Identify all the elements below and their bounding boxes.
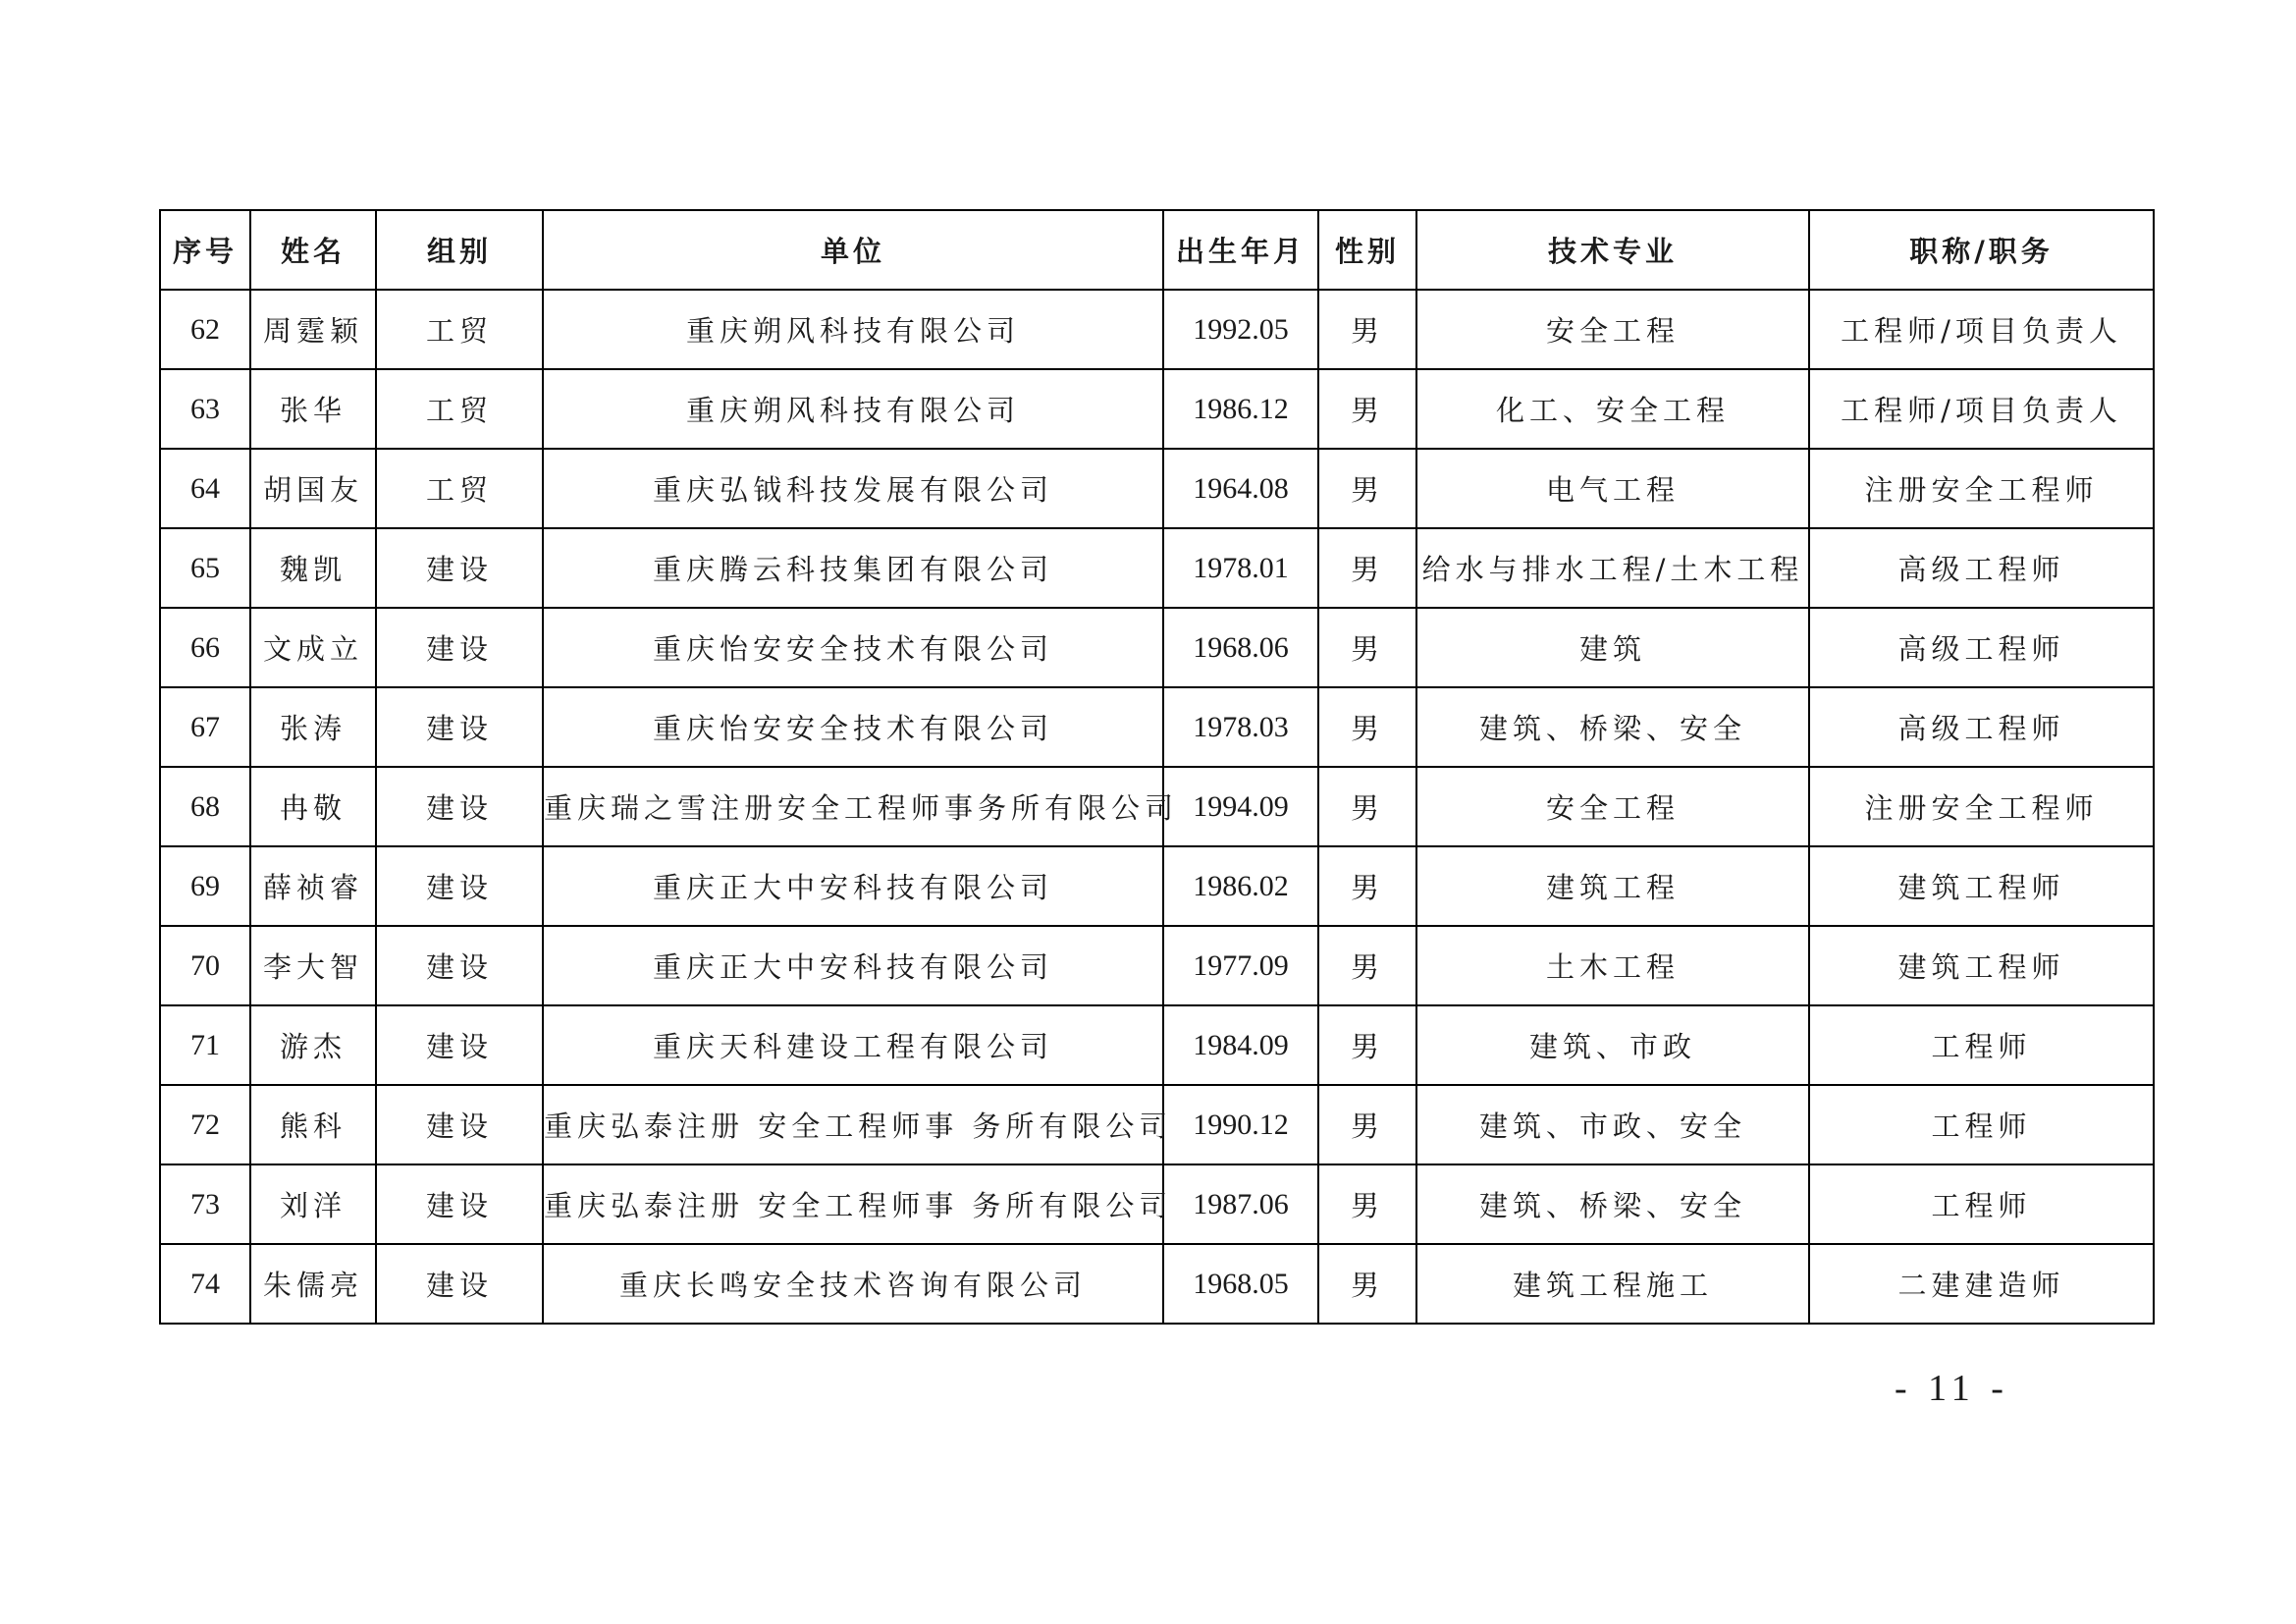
cell-organization: 重庆正大中安科技有限公司 <box>543 846 1163 926</box>
cell-specialty: 建筑、桥梁、安全 <box>1416 1164 1809 1244</box>
table-row <box>160 926 2154 1005</box>
cell-gender: 男 <box>1318 1085 1416 1164</box>
cell-specialty: 电气工程 <box>1416 449 1809 528</box>
table-row <box>160 1005 2154 1085</box>
cell-gender: 男 <box>1318 528 1416 608</box>
cell-organization: 重庆朔风科技有限公司 <box>543 290 1163 369</box>
cell-organization: 重庆瑞之雪注册安全工程师事务所有限公司 <box>543 767 1163 846</box>
header-gender: 性别 <box>1318 210 1416 290</box>
cell-index: 72 <box>160 1085 250 1164</box>
table-row <box>160 846 2154 926</box>
cell-specialty: 土木工程 <box>1416 926 1809 1005</box>
table-body <box>160 290 2154 1324</box>
cell-group: 工贸 <box>376 369 543 449</box>
cell-gender: 男 <box>1318 846 1416 926</box>
header-name: 姓名 <box>250 210 376 290</box>
cell-gender: 男 <box>1318 608 1416 687</box>
table-row <box>160 1085 2154 1164</box>
cell-name: 文成立 <box>250 608 376 687</box>
header-organization: 单位 <box>543 210 1163 290</box>
cell-title: 高级工程师 <box>1809 608 2154 687</box>
table-row <box>160 608 2154 687</box>
cell-group: 建设 <box>376 846 543 926</box>
cell-index: 66 <box>160 608 250 687</box>
cell-specialty: 建筑、桥梁、安全 <box>1416 687 1809 767</box>
cell-gender: 男 <box>1318 926 1416 1005</box>
cell-index: 74 <box>160 1244 250 1324</box>
cell-birth-date: 1978.03 <box>1163 687 1318 767</box>
cell-title: 高级工程师 <box>1809 687 2154 767</box>
cell-index: 64 <box>160 449 250 528</box>
cell-specialty: 建筑、市政、安全 <box>1416 1085 1809 1164</box>
table-row <box>160 449 2154 528</box>
header-birth-date: 出生年月 <box>1163 210 1318 290</box>
cell-birth-date: 1990.12 <box>1163 1085 1318 1164</box>
cell-group: 建设 <box>376 687 543 767</box>
cell-index: 67 <box>160 687 250 767</box>
cell-name: 冉敬 <box>250 767 376 846</box>
cell-organization: 重庆正大中安科技有限公司 <box>543 926 1163 1005</box>
personnel-table <box>159 209 2155 1325</box>
cell-name: 薛祯睿 <box>250 846 376 926</box>
cell-birth-date: 1994.09 <box>1163 767 1318 846</box>
header-title: 职称/职务 <box>1809 210 2154 290</box>
cell-specialty: 安全工程 <box>1416 767 1809 846</box>
cell-birth-date: 1978.01 <box>1163 528 1318 608</box>
cell-name: 胡国友 <box>250 449 376 528</box>
cell-birth-date: 1964.08 <box>1163 449 1318 528</box>
cell-title: 建筑工程师 <box>1809 926 2154 1005</box>
cell-index: 62 <box>160 290 250 369</box>
cell-group: 建设 <box>376 528 543 608</box>
table-header-row <box>160 210 2154 290</box>
cell-name: 游杰 <box>250 1005 376 1085</box>
table-row <box>160 767 2154 846</box>
cell-group: 建设 <box>376 767 543 846</box>
cell-name: 李大智 <box>250 926 376 1005</box>
cell-organization: 重庆怡安安全技术有限公司 <box>543 608 1163 687</box>
header-group: 组别 <box>376 210 543 290</box>
cell-name: 朱儒亮 <box>250 1244 376 1324</box>
cell-index: 70 <box>160 926 250 1005</box>
cell-birth-date: 1986.02 <box>1163 846 1318 926</box>
cell-birth-date: 1968.05 <box>1163 1244 1318 1324</box>
cell-title: 高级工程师 <box>1809 528 2154 608</box>
cell-name: 张华 <box>250 369 376 449</box>
table-row <box>160 1244 2154 1324</box>
cell-title: 工程师 <box>1809 1005 2154 1085</box>
cell-title: 工程师/项目负责人 <box>1809 369 2154 449</box>
cell-birth-date: 1984.09 <box>1163 1005 1318 1085</box>
cell-title: 工程师 <box>1809 1085 2154 1164</box>
cell-index: 65 <box>160 528 250 608</box>
cell-gender: 男 <box>1318 687 1416 767</box>
header-specialty: 技术专业 <box>1416 210 1809 290</box>
cell-index: 63 <box>160 369 250 449</box>
cell-group: 建设 <box>376 926 543 1005</box>
cell-title: 注册安全工程师 <box>1809 767 2154 846</box>
cell-birth-date: 1986.12 <box>1163 369 1318 449</box>
cell-gender: 男 <box>1318 1244 1416 1324</box>
cell-name: 张涛 <box>250 687 376 767</box>
cell-gender: 男 <box>1318 767 1416 846</box>
cell-name: 周霆颖 <box>250 290 376 369</box>
cell-group: 建设 <box>376 1164 543 1244</box>
cell-group: 建设 <box>376 1244 543 1324</box>
table-row <box>160 369 2154 449</box>
cell-birth-date: 1968.06 <box>1163 608 1318 687</box>
header-index: 序号 <box>160 210 250 290</box>
cell-specialty: 给水与排水工程/土木工程 <box>1416 528 1809 608</box>
cell-title: 工程师 <box>1809 1164 2154 1244</box>
cell-specialty: 建筑工程 <box>1416 846 1809 926</box>
table-row <box>160 528 2154 608</box>
cell-group: 工贸 <box>376 449 543 528</box>
page-number: - 11 - <box>1895 1368 2009 1409</box>
cell-index: 68 <box>160 767 250 846</box>
cell-group: 工贸 <box>376 290 543 369</box>
cell-specialty: 建筑 <box>1416 608 1809 687</box>
cell-index: 73 <box>160 1164 250 1244</box>
cell-organization: 重庆朔风科技有限公司 <box>543 369 1163 449</box>
table-row <box>160 290 2154 369</box>
cell-name: 刘洋 <box>250 1164 376 1244</box>
cell-gender: 男 <box>1318 290 1416 369</box>
cell-birth-date: 1992.05 <box>1163 290 1318 369</box>
cell-birth-date: 1987.06 <box>1163 1164 1318 1244</box>
cell-name: 魏凯 <box>250 528 376 608</box>
cell-birth-date: 1977.09 <box>1163 926 1318 1005</box>
cell-gender: 男 <box>1318 449 1416 528</box>
cell-title: 工程师/项目负责人 <box>1809 290 2154 369</box>
cell-group: 建设 <box>376 608 543 687</box>
cell-organization: 重庆怡安安全技术有限公司 <box>543 687 1163 767</box>
cell-title: 注册安全工程师 <box>1809 449 2154 528</box>
cell-organization: 重庆天科建设工程有限公司 <box>543 1005 1163 1085</box>
cell-organization: 重庆长鸣安全技术咨询有限公司 <box>543 1244 1163 1324</box>
cell-organization: 重庆腾云科技集团有限公司 <box>543 528 1163 608</box>
cell-group: 建设 <box>376 1005 543 1085</box>
cell-specialty: 建筑工程施工 <box>1416 1244 1809 1324</box>
cell-gender: 男 <box>1318 1164 1416 1244</box>
cell-title: 建筑工程师 <box>1809 846 2154 926</box>
cell-organization: 重庆弘泰注册 安全工程师事 务所有限公司 <box>543 1164 1163 1244</box>
cell-organization: 重庆弘泰注册 安全工程师事 务所有限公司 <box>543 1085 1163 1164</box>
cell-specialty: 建筑、市政 <box>1416 1005 1809 1085</box>
cell-specialty: 化工、安全工程 <box>1416 369 1809 449</box>
table-row <box>160 1164 2154 1244</box>
cell-specialty: 安全工程 <box>1416 290 1809 369</box>
cell-index: 71 <box>160 1005 250 1085</box>
cell-organization: 重庆弘钺科技发展有限公司 <box>543 449 1163 528</box>
cell-title: 二建建造师 <box>1809 1244 2154 1324</box>
table-row <box>160 687 2154 767</box>
cell-gender: 男 <box>1318 369 1416 449</box>
cell-index: 69 <box>160 846 250 926</box>
cell-name: 熊科 <box>250 1085 376 1164</box>
cell-group: 建设 <box>376 1085 543 1164</box>
cell-gender: 男 <box>1318 1005 1416 1085</box>
